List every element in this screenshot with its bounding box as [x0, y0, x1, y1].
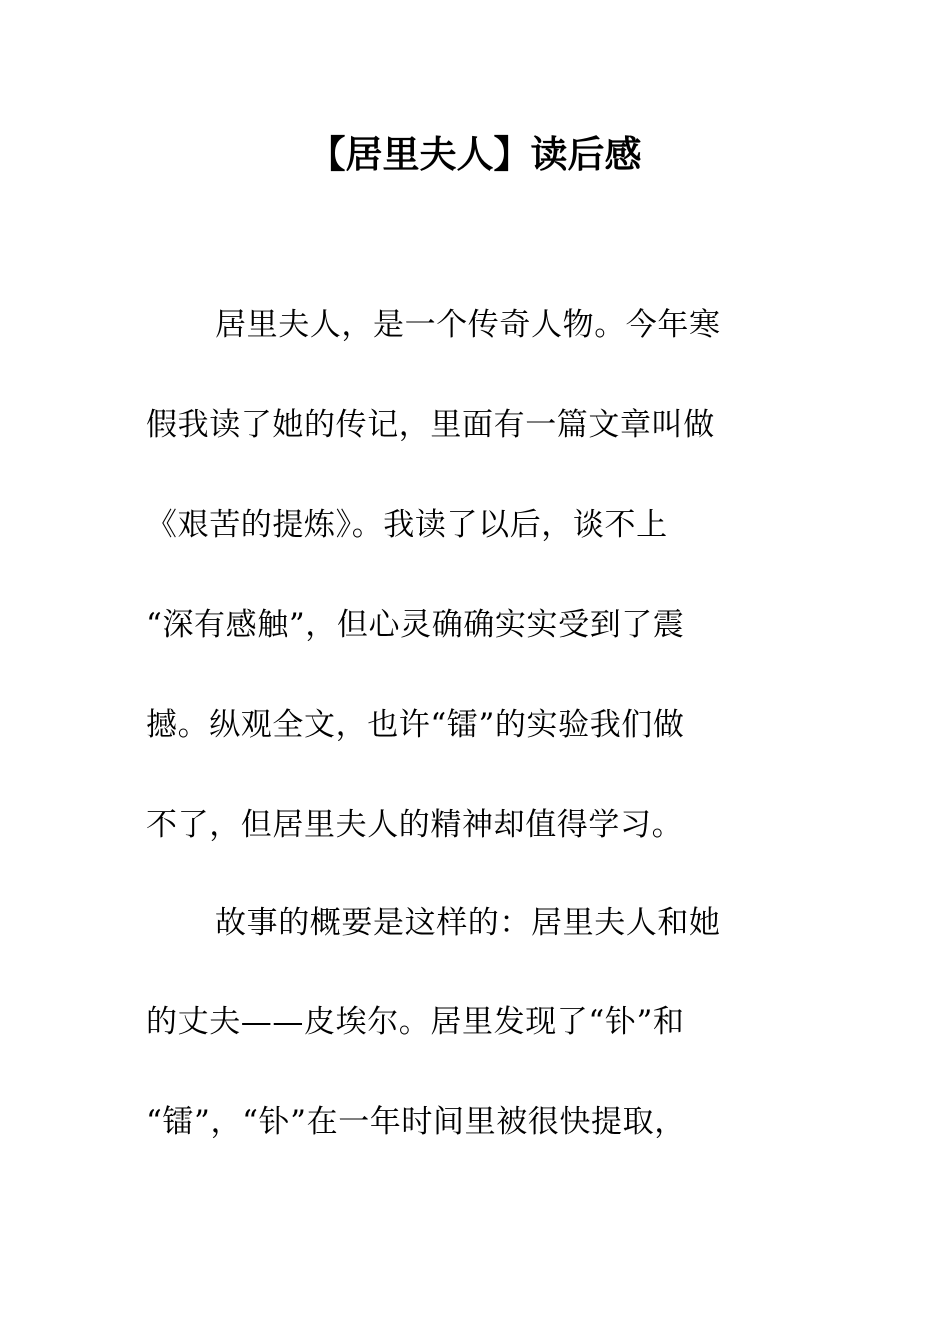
- paragraph-1-line-4: “深有感触”，但心灵确确实实受到了震: [146, 607, 685, 643]
- paragraph-1-line-2: 假我读了她的传记，里面有一篇文章叫做: [146, 407, 715, 443]
- paragraph-1-line-1: 居里夫人，是一个传奇人物。今年寒: [215, 307, 721, 343]
- paragraph-2-line-2: 的丈夫——皮埃尔。居里发现了“钋”和: [146, 1004, 685, 1040]
- document-title: 【居里夫人】读后感: [308, 132, 642, 176]
- paragraph-1-line-6: 不了，但居里夫人的精神却值得学习。: [146, 807, 684, 843]
- paragraph-1-line-5: 撼。纵观全文，也许“镭”的实验我们做: [146, 707, 685, 743]
- paragraph-2-line-1: 故事的概要是这样的：居里夫人和她: [215, 905, 721, 941]
- paragraph-1-line-3: 《艰苦的提炼》。我读了以后，谈不上: [146, 507, 668, 543]
- paragraph-2-line-3: “镭”，“钋”在一年时间里被很快提取，: [146, 1104, 686, 1140]
